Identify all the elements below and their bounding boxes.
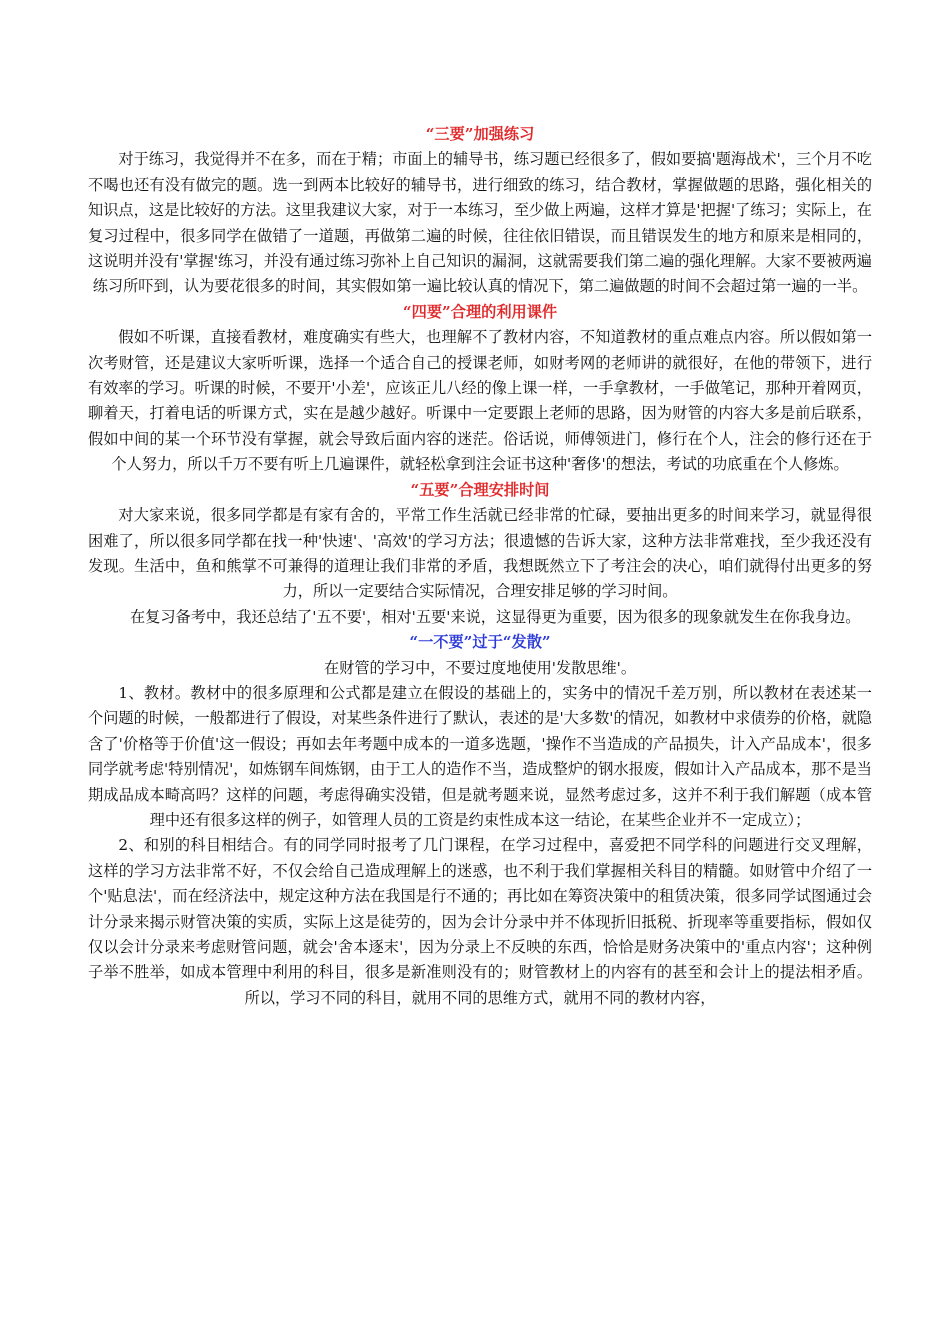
- paragraph-five-donts-intro: 在复习备考中，我还总结了'五不要'，相对'五要'来说，这显得更为重要，因为很多的现象就发生在你我身边。: [129, 607, 861, 626]
- paragraph-textbook: 1、教材。教材中的很多原理和公式都是建立在假设的基础上的，实务中的情况千差万别，所以教材在表述某一个问题的时候，一般都进行了假设，对某些条件进行了默认，表述的是'大多数'的情况，如教材中求债券的价格，就隐含了'价格等于价值'这一假设；再如去年考题中成本的一道多选题，'操作不当造成的产品损失，计入产品成本'，很多同学就考虑'特别情况'，如炼钢车间炼钢，由于工人的造作不当，造成整炉的钢水报废，假如计入产品成本，那不是当期成品成本畸高吗？这样的问题，考虑得确实没错，但是就考题来说，显然考虑过多，这并不利于我们解题（成本管理中还有很多这样的例子，如管理人员的工资是约束性成本这一结论，在某些企业并不一定成立）；: [88, 683, 872, 829]
- paragraph-divergent-intro: 在财管的学习中，不要过度地使用'发散思维'。: [323, 658, 637, 677]
- section-heading-three-musts: “三要”加强练习: [425, 125, 535, 143]
- section-heading-first-dont: “一不要”过于“发散”: [409, 633, 551, 652]
- section-heading-five-musts: “五要”合理安排时间: [410, 480, 550, 499]
- document-page: [88, 122, 872, 1011]
- paragraph-practice: 对于练习，我觉得并不在多，而在于精；市面上的辅导书，练习题已经很多了，假如要搞'题海战术'，三个月不吃不喝也还有没有做完的题。选一到两本比较好的辅导书，进行细致的练习，结合教材，掌握做题的思路，强化相关的知识点，这是比较好的方法。这里我建议大家，对于一本练习，至少做上两遍，这样才算是'把握'了练习；实际上，在复习过程中，很多同学在做错了一道题，再做第二遍的时候，往往依旧错误，而且错误发生的地方和原来是相同的，这说明并没有'掌握'练习，并没有通过练习弥补上自己知识的漏洞，这就需要我们第二遍的强化理解。大家不要被两遍练习所吓到，认为要花很多的时间，其实假如第一遍比较认真的情况下，第二遍做题的时间不会超过第一遍的一半。: [88, 150, 872, 296]
- paragraph-time: 对大家来说，很多同学都是有家有舍的，平常工作生活就已经非常的忙碌，要抽出更多的时间来学习，就显得很困难了，所以很多同学都在找一种'快速'、'高效'的学习方法；很遗憾的告诉大家，这种方法非常难找，至少我还没有发现。生活中，鱼和熊掌不可兼得的道理让我们非常的矛盾，我想既然立下了考注会的决心，咱们就得付出更多的努力，所以一定要结合实际情况，合理安排足够的学习时间。: [88, 506, 872, 601]
- section-heading-four-musts: “四要”合理的利用课件: [402, 302, 558, 321]
- paragraph-courseware: 假如不听课，直接看教材，难度确实有些大，也理解不了教材内容，不知道教材的重点难点内容。所以假如第一次考财管，还是建议大家听听课，选择一个适合自己的授课老师，如财考网的老师讲的就很好，在他的带领下，进行有效率的学习。听课的时候，不要开'小差'，应该正儿八经的像上课一样，一手拿教材，一手做笔记，那种开着网页，聊着天，打着电话的听课方式，实在是越少越好。听课中一定要跟上老师的思路，因为财管的内容大多是前后联系，假如中间的某一个环节没有掌握，就会导致后面内容的迷茫。俗话说，师傅领进门，修行在个人，注会的修行还在于个人努力，所以千万不要有听上几遍课件，就轻松拿到注会证书这种'奢侈'的想法，考试的功底重在个人修炼。: [88, 328, 872, 474]
- paragraph-other-subjects: 2、和别的科目相结合。有的同学同时报考了几门课程，在学习过程中，喜爱把不同学科的问题进行交叉理解，这样的学习方法非常不好，不仅会给自己造成理解上的迷惑，也不利于我们掌握相关科目的精髓。如财管中介绍了一个'贴息法'，而在经济法中，规定这种方法在我国是行不通的；再比如在筹资决策中的租赁决策，很多同学试图通过会计分录来揭示财管决策的实质，实际上这是徒劳的，因为会计分录中并不体现折旧抵税、折现率等重要指标，假如仅仅以会计分录来考虑财管问题，就会'舍本逐末'，因为分录上不反映的东西，恰恰是财务决策中的'重点内容'；这种例子举不胜举，如成本管理中利用的科目，很多是新准则没有的；财管教材上的内容有的甚至和会计上的提法相矛盾。所以，学习不同的科目，就用不同的思维方式，就用不同的教材内容，: [88, 836, 872, 1007]
